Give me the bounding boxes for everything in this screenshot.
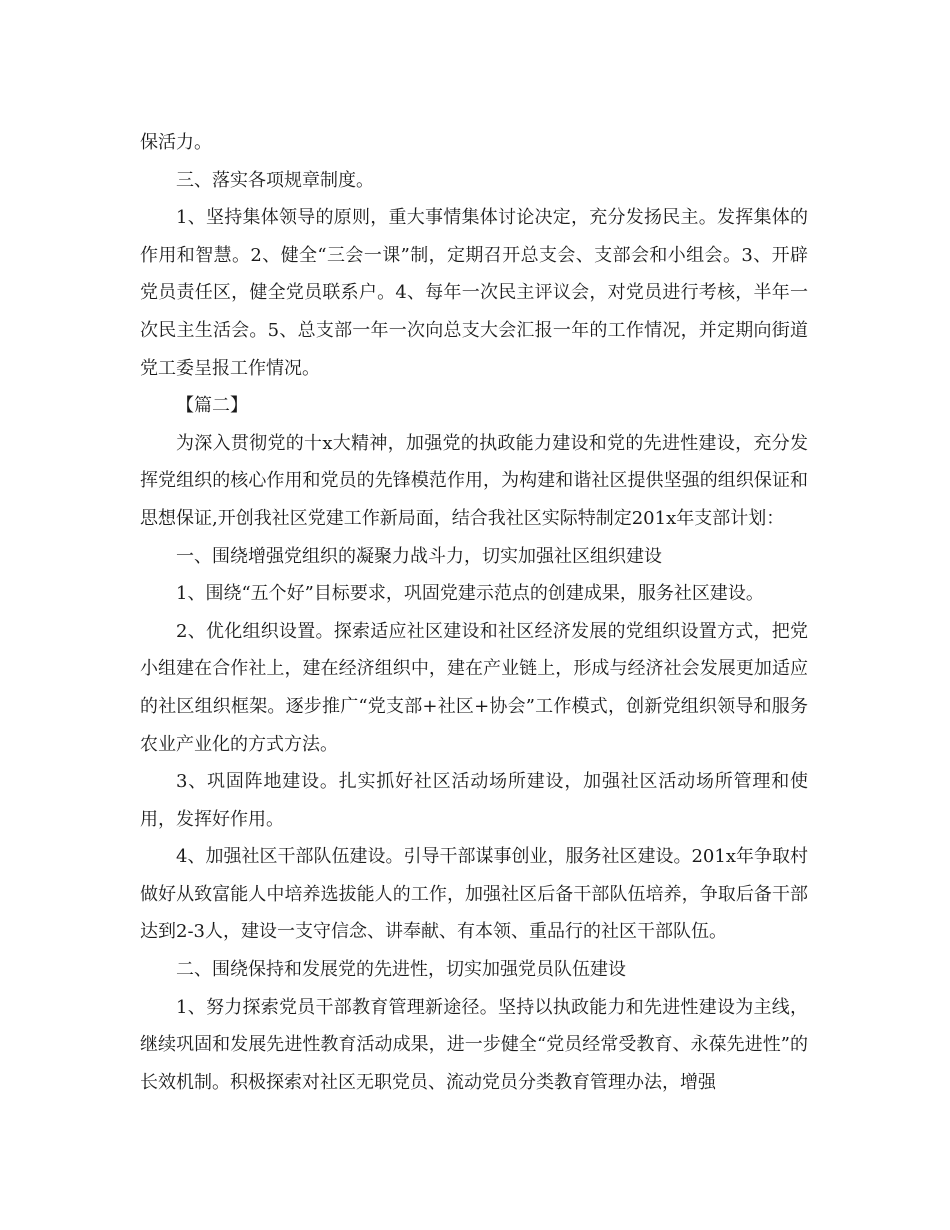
section-heading: 二、围绕保持和发展党的先进性，切实加强党员队伍建设 (176, 959, 626, 981)
paragraph: 1、围绕“五个好”目标要求，巩固党建示范点的创建成果，服务社区建设。 (176, 583, 764, 605)
paragraph: 1、坚持集体领导的原则，重大事情集体讨论决定，充分发扬民主。发挥集体的作用和智慧。2、健全“三会一课”制，定期召开总支会、支部会和小组会。3、开辟党员责任区，健全党员联系户。4、每年一次民主评议会，对党员进行考核，半年一次民主生活会。5、总支部一年一次向总支大会汇报一年的工作情况，并定期向街道党工委呈报工作情况。 (140, 207, 808, 379)
paragraph: 1、努力探索党员干部教育管理新途径。坚持以执政能力和先进性建设为主线，继续巩固和发展先进性教育活动成果，进一步健全“党员经常受教育、永葆先进性”的长效机制。积极探索对社区无职党员、流动党员分类教育管理办法，增强 (140, 996, 808, 1093)
paragraph: 4、加强社区干部队伍建设。引导干部谋事创业，服务社区建设。201x年争取村做好从致富能人中培养选拔能人的工作，加强社区后备干部队伍培养，争取后备干部达到2-3人，建设一支守信念、讲奉献、有本领、重品行的社区干部队伍。 (140, 846, 808, 943)
document-body (140, 124, 808, 1101)
paragraph: 2、优化组织设置。探索适应社区建设和社区经济发展的党组织设置方式，把党小组建在合作社上，建在经济组织中，建在产业链上，形成与经济社会发展更加适应的社区组织框架。逐步推广“党支部+社区+协会”工作模式，创新党组织领导和服务农业产业化的方式方法。 (140, 620, 808, 755)
paragraph: 保活力。 (140, 132, 212, 153)
section-heading: 三、落实各项规章制度。 (176, 169, 374, 191)
part-heading: 【篇二】 (176, 395, 248, 417)
paragraph: 3、巩固阵地建设。扎实抓好社区活动场所建设，加强社区活动场所管理和使用，发挥好作用。 (140, 771, 808, 830)
section-heading: 一、围绕增强党组织的凝聚力战斗力，切实加强社区组织建设 (176, 545, 662, 567)
paragraph: 为深入贯彻党的十x大精神，加强党的执政能力建设和党的先进性建设，充分发挥党组织的核心作用和党员的先锋模范作用，为构建和谐社区提供坚强的组织保证和思想保证,开创我社区党建工作新局面，结合我社区实际特制定201x年支部计划： (140, 432, 808, 529)
